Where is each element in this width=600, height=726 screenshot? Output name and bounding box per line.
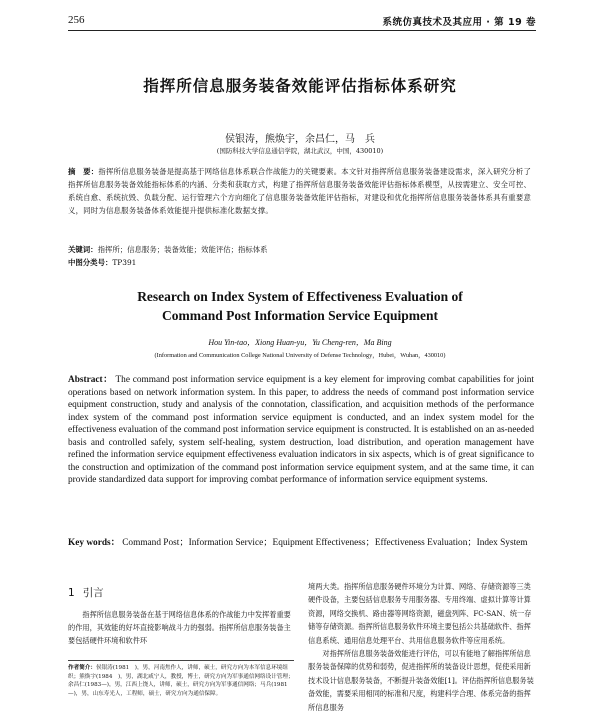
journal-name: 系统仿真技术及其应用 · 第 19 卷 (382, 17, 536, 28)
introduction-paragraph (68, 608, 294, 647)
author-footnote (68, 664, 294, 699)
classification-value: TP391 (112, 258, 137, 267)
section-number: 1 (68, 587, 75, 599)
english-keywords-label: Key words： (68, 538, 120, 548)
english-title (0, 287, 600, 325)
right-column-paragraph-2: 对指挥所信息服务装备效能进行评估，可以有能地了解指挥所信息服务装备保障的优势和弱势，促进指挥所的装备设计思想，促使采用新技术设计信息服务装备，不断提升装备效能[1]。评估指挥所信息服务装备效能，需要采用相同的标准和尺度，构建科学合理、体系完备的指挥所信息服务 (308, 649, 534, 712)
chinese-keywords-label: 关键词： (68, 245, 98, 254)
footnote-divider (68, 660, 294, 661)
section-title: 引言 (82, 587, 104, 599)
english-authors: Hou Yin-tao，Xiong Huan-yu，Yu Cheng-ren，Ma Bing (208, 338, 392, 347)
right-column (308, 580, 534, 714)
english-affiliation: (Information and Communication College National University of Defense Technology，Hubei，Wuhan，430010) (154, 352, 446, 359)
english-title-line-1: Research on Index System of Effectiveness Evaluation of (137, 289, 463, 304)
english-abstract-label: Abstract： (68, 375, 113, 385)
chinese-keywords (68, 243, 534, 256)
footnote-text: 侯银涛(1981 )，男，河南焦作人，讲师，硕士，研究方向为本军信息环境组织；熊焕宇(1984 )，男，湖北咸宁人，教授，博士，研究方向为军事通信网络设计管理；余昌仁(1983—)，男，江西上饶人，讲师，硕士，研究方向为军事通信网络；马兵(1981—)，男，山东寿光人，工程师，硕士，研究方向为通信保障。 (68, 665, 294, 698)
chinese-abstract-label: 摘 要： (68, 167, 99, 176)
chinese-abstract-text: 指挥所信息服务装备是提高基于网络信息体系联合作战能力的关键要素。本文针对指挥所信息服务装备建设需求，深入研究分析了指挥所信息服务装备效能指标体系的内涵、分类和获取方式，构建了指挥所信息服务装备效能评估指标体系模型，从按需建立、安全可控、系统自愈、系统抗毁、负载分配、运行管理六个方向细化了信息服务装备效能评估指标，对建设和优化指挥所信息服务装备体系具有重要意义，同时为信息服务装备体系效能提升提供标准化数据支撑。 (68, 167, 532, 215)
introduction-text: 指挥所信息服务装备在基于网络信息体系的作战能力中发挥着重要的作用，其效能的好坏直接影响战斗力的强弱。指挥所信息服务装备主要包括硬件环境和软件环 (68, 610, 291, 645)
chinese-keywords-text: 指挥所；信息服务；装备效能；效能评估；指标体系 (97, 245, 268, 254)
chinese-abstract (68, 165, 534, 217)
chinese-title: 指挥所信息服务装备效能评估指标体系研究 (143, 77, 457, 95)
running-header (68, 14, 536, 31)
chinese-authors: 侯银涛，熊焕宇，余昌仁，马 兵 (225, 134, 375, 145)
english-title-line-2: Command Post Information Service Equipment (162, 308, 438, 323)
english-keywords (68, 537, 534, 550)
section-heading (68, 585, 104, 600)
chinese-affiliation: (国防科技大学信息通信学院，湖北武汉，中国，430010) (216, 147, 384, 155)
footnote-label: 作者简介： (68, 665, 96, 671)
english-abstract (68, 374, 534, 487)
english-keywords-text: Command Post；Information Service；Equipment Effectiveness；Effectiveness Evaluation；Index System (122, 538, 528, 548)
classification-number (68, 256, 534, 269)
right-column-paragraph-1: 境两大类。指挥所信息服务硬件环境分为计算、网络、存储资源等三类硬件设备，主要包括信息服务专用服务器、专用终端、虚拟计算等计算资源，网络交换机、路由器等网络资源，磁盘列阵、FC-SAN、统一存储等存储资源。指挥所信息服务软件环境主要包括公共基础软件、指挥信息系统、通用信息处理平台、共用信息服务软件等应用系统。 (308, 582, 532, 645)
english-abstract-text: The command post information service equipment is a key element for improving combat capabilities for joint operations based on network information system. In this paper, to address the needs of command post information service equipment construction, study and analysis of the connotation, classification, and acquisition methods of the performance index system of the command post information service equipment is conducted, and an index system model for the effectiveness evaluation of the command post information service equipment is constructed. It is established on an as-needed basis and controlled safely, system self-healing, system destruction, load distribution, and operation management have refined the information service equipment effectiveness evaluation indicators in six aspects, which is of great significance to the construction and optimization of the command post information service equipment system, and at the same time, it can provide standardized data support for improving combat performance of information service equipment systems. (68, 375, 534, 486)
classification-label: 中图分类号： (68, 258, 113, 267)
page-number: 256 (68, 14, 85, 26)
